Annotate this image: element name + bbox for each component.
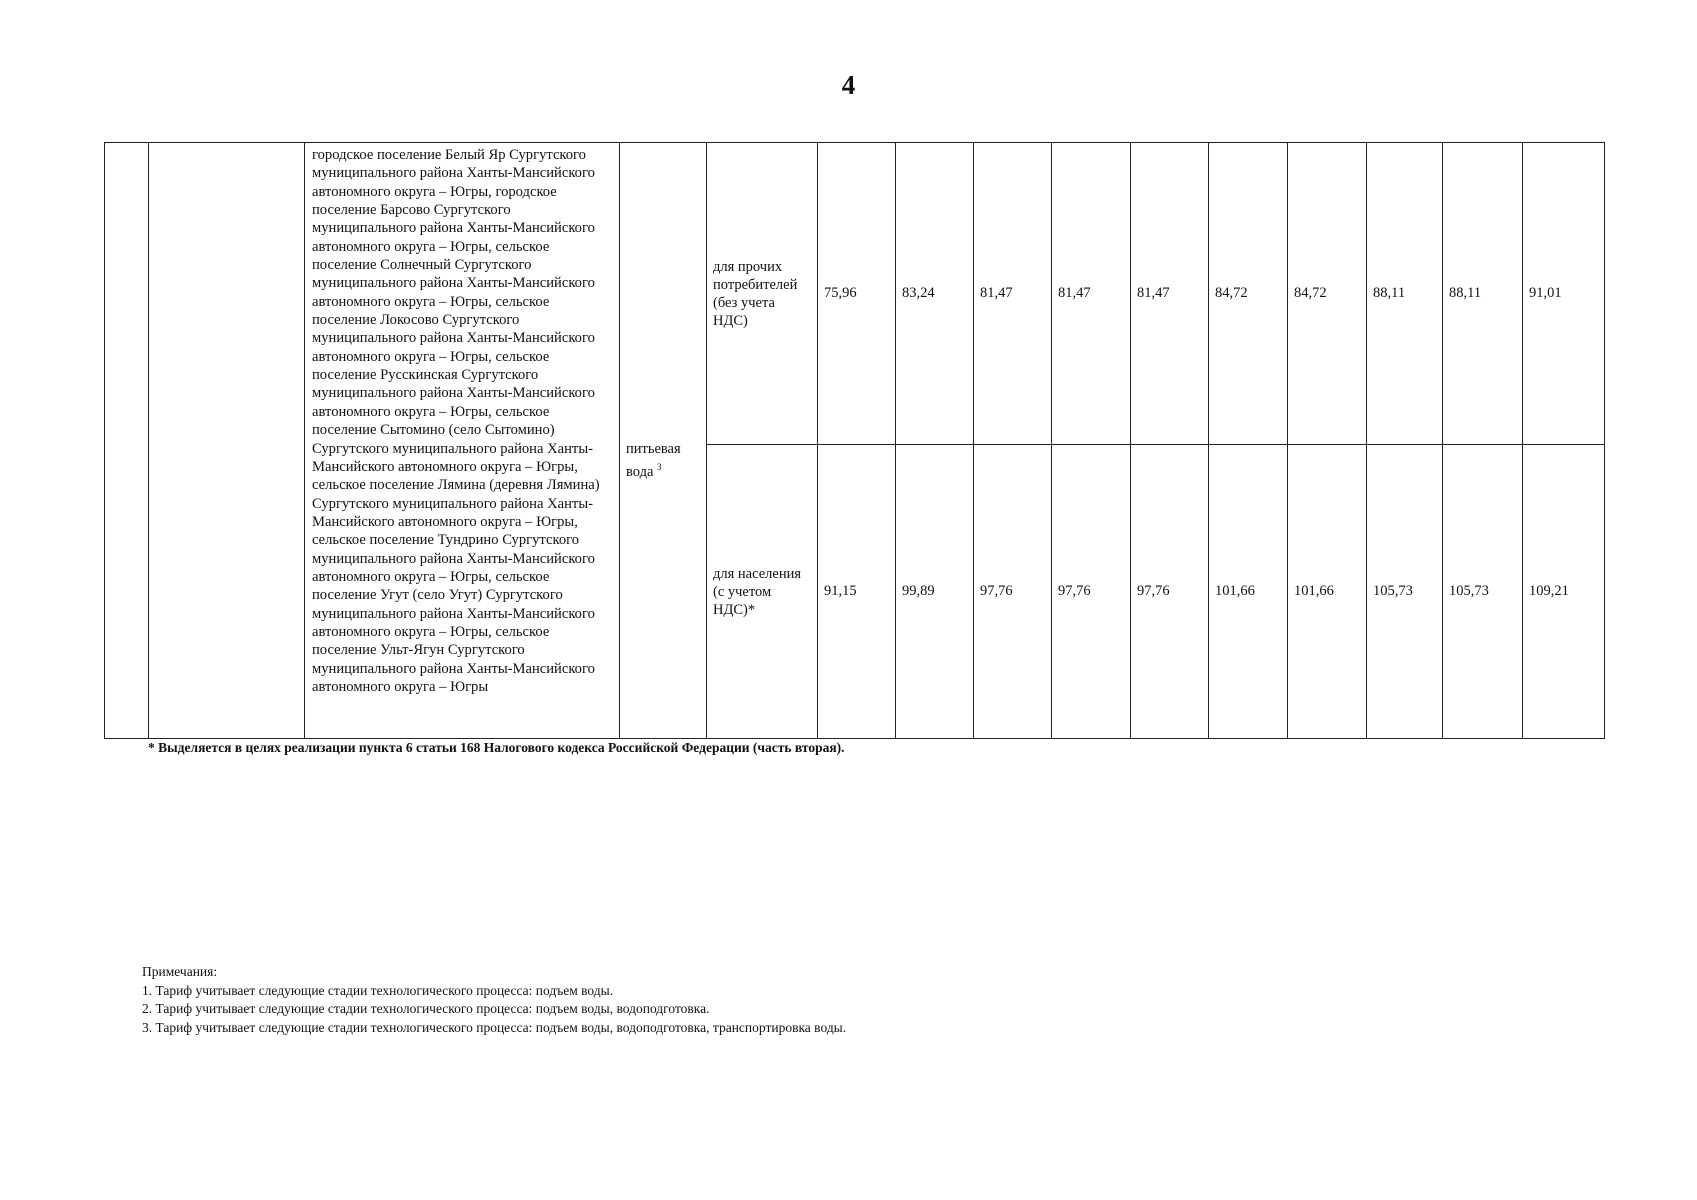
tariff-value: 88,11 — [1443, 143, 1523, 445]
table-row — [105, 143, 1605, 445]
note-item: 3. Тариф учитывает следующие стадии технологического процесса: подъем воды, водоподготовка, транспортировка воды. — [142, 1019, 847, 1035]
tariff-value: 97,76 — [974, 445, 1052, 739]
resource-label: питьевая вода — [626, 440, 681, 480]
tariff-value: 88,11 — [1367, 143, 1443, 445]
territory-cell: городское поселение Белый Яр Сургутского муниципального района Ханты-Мансийского автономного округа – Югры, городское поселение Барсово Сургутского муниципального района Ханты-Мансийского автономного округа – Югры, сельское поселение Солнечный Сургутского муниципального района Ханты-Мансийского автономного округа – Югры, сельское поселение Локосово Сургутского муниципального района Ханты-Мансийского автономного округа – Югры, сельское поселение Русскинская Сургутского муниципального района Ханты-Мансийского автономного округа – Югры, сельское поселение Сытомино (село Сытомино) Сургутского муниципального района Ханты-Мансийского автономного округа – Югры, сельское поселение Лямина (деревня Лямина) Сургутского муниципального района Ханты-Мансийского автономного округа – Югры, сельское поселение Тундрино Сургутского муниципального района Ханты-Мансийского автономного округа – Югры, сельское поселение Угут (село Угут) Сургутского муниципального района Ханты-Мансийского автономного округа – Югры, сельское поселение Ульт-Ягун Сургутского муниципального района Ханты-Мансийского автономного округа – Югры — [305, 143, 620, 739]
tariff-value: 84,72 — [1209, 143, 1288, 445]
tariff-value: 97,76 — [1131, 445, 1209, 739]
resource-note: 3 — [657, 462, 662, 472]
tariff-value: 81,47 — [1052, 143, 1131, 445]
tariff-value: 97,76 — [1052, 445, 1131, 739]
tariff-value: 101,66 — [1209, 445, 1288, 739]
notes-title: Примечания: — [142, 964, 218, 979]
vat-footnote: * Выделяется в целях реализации пункта 6 статьи 168 Налогового кодекса Российской Федерации (часть вторая). — [148, 740, 845, 755]
tariff-value: 101,66 — [1288, 445, 1367, 739]
tariff-value: 75,96 — [818, 143, 896, 445]
tariff-value: 83,24 — [896, 143, 974, 445]
resource-cell — [620, 143, 707, 739]
tariff-value: 91,01 — [1523, 143, 1605, 445]
tariff-table — [104, 142, 1605, 739]
tariff-value: 84,72 — [1288, 143, 1367, 445]
note-item: 1. Тариф учитывает следующие стадии технологического процесса: подъем воды. — [142, 982, 614, 998]
consumer-cell: для прочих потребителей (без учета НДС) — [707, 143, 818, 445]
tariff-value: 81,47 — [1131, 143, 1209, 445]
tariff-value: 99,89 — [896, 445, 974, 739]
tariff-value: 105,73 — [1443, 445, 1523, 739]
tariff-value: 91,15 — [818, 445, 896, 739]
tariff-value: 81,47 — [974, 143, 1052, 445]
notes-block — [142, 963, 846, 1037]
page-number: 4 — [841, 70, 856, 100]
note-item: 2. Тариф учитывает следующие стадии технологического процесса: подъем воды, водоподготовка. — [142, 1001, 710, 1016]
number-cell — [105, 143, 149, 739]
consumer-cell: для населения (с учетом НДС)* — [707, 445, 818, 739]
tariff-value: 109,21 — [1523, 445, 1605, 739]
organization-cell — [149, 143, 305, 739]
tariff-value: 105,73 — [1367, 445, 1443, 739]
